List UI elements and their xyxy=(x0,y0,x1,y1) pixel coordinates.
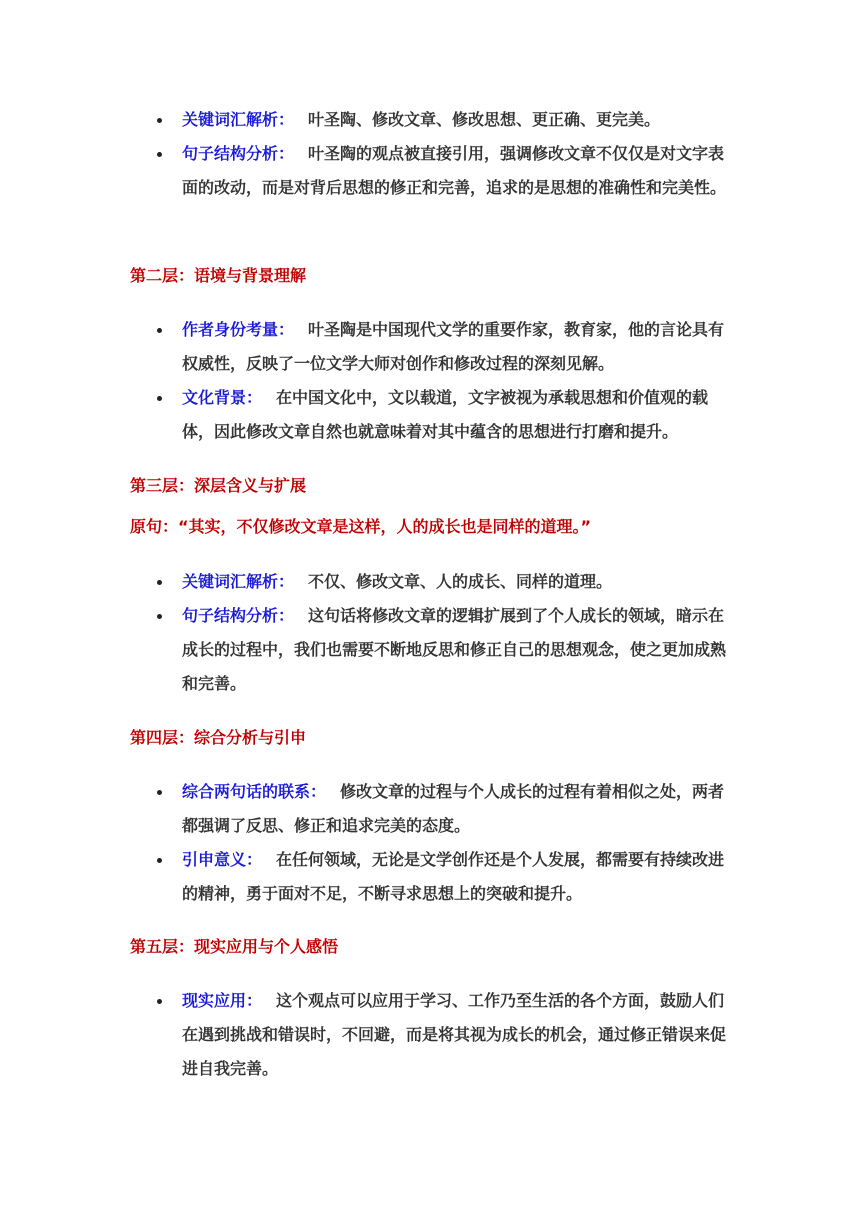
bullet-list xyxy=(130,565,740,701)
key-label: 关键词汇解析： xyxy=(182,572,295,591)
key-label: 关键词汇解析： xyxy=(182,110,295,129)
list-item xyxy=(130,775,740,843)
list-item xyxy=(130,137,740,205)
list-item xyxy=(130,313,740,381)
key-label: 综合两句话的联系： xyxy=(182,782,327,801)
key-label: 文化背景： xyxy=(182,388,263,407)
item-text: 叶圣陶是中国现代文学的重要作家，教育家，他的言论具有权威性，反映了一位文学大师对创作和修改过程的深刻见解。 xyxy=(182,320,725,373)
key-label: 句子结构分析： xyxy=(182,144,295,163)
item-text: 在任何领域，无论是文学创作还是个人发展，都需要有持续改进的精神，勇于面对不足，不断寻求思想上的突破和提升。 xyxy=(182,850,725,903)
quote-line: 原句：“其实，不仅修改文章是这样，人的成长也是同样的道理。” xyxy=(130,517,592,536)
item-text: 这个观点可以应用于学习、工作乃至生活的各个方面，鼓励人们在遇到挑战和错误时，不回避，而是将其视为成长的机会，通过修正错误来促进自我完善。 xyxy=(182,991,727,1078)
list-item xyxy=(130,103,740,137)
bullet-list xyxy=(130,313,740,449)
item-text: 在中国文化中，文以载道，文字被视为承载思想和价值观的载体，因此修改文章自然也就意味着对其中蕴含的思想进行打磨和提升。 xyxy=(182,388,709,441)
list-item xyxy=(130,599,740,701)
item-text: 修改文章的过程与个人成长的过程有着相似之处，两者都强调了反思、修正和追求完美的态度。 xyxy=(182,782,725,835)
section-heading: 第二层：语境与背景理解 xyxy=(130,266,307,285)
key-label: 句子结构分析： xyxy=(182,606,295,625)
item-text: 叶圣陶、修改文章、修改思想、更正确、更完美。 xyxy=(308,110,661,129)
item-text: 这句话将修改文章的逻辑扩展到了个人成长的领域，暗示在成长的过程中，我们也需要不断地反思和修正自己的思想观念，使之更加成熟和完善。 xyxy=(182,606,727,693)
item-text: 不仅、修改文章、人的成长、同样的道理。 xyxy=(308,572,613,591)
bullet-list xyxy=(130,775,740,911)
key-label: 引申意义： xyxy=(182,850,263,869)
item-text: 叶圣陶的观点被直接引用，强调修改文章不仅仅是对文字表面的改动，而是对背后思想的修正和完善，追求的是思想的准确性和完美性。 xyxy=(182,144,727,197)
section-heading: 第四层：综合分析与引申 xyxy=(130,728,307,747)
section-heading: 第五层：现实应用与个人感悟 xyxy=(130,937,339,956)
list-item xyxy=(130,565,740,599)
bullet-list xyxy=(130,984,740,1086)
list-item xyxy=(130,843,740,911)
list-item xyxy=(130,984,740,1086)
key-label: 作者身份考量： xyxy=(182,320,295,339)
list-item xyxy=(130,381,740,449)
section-heading: 第三层：深层含义与扩展 xyxy=(130,476,307,495)
key-label: 现实应用： xyxy=(182,991,263,1010)
bullet-list xyxy=(130,103,740,205)
